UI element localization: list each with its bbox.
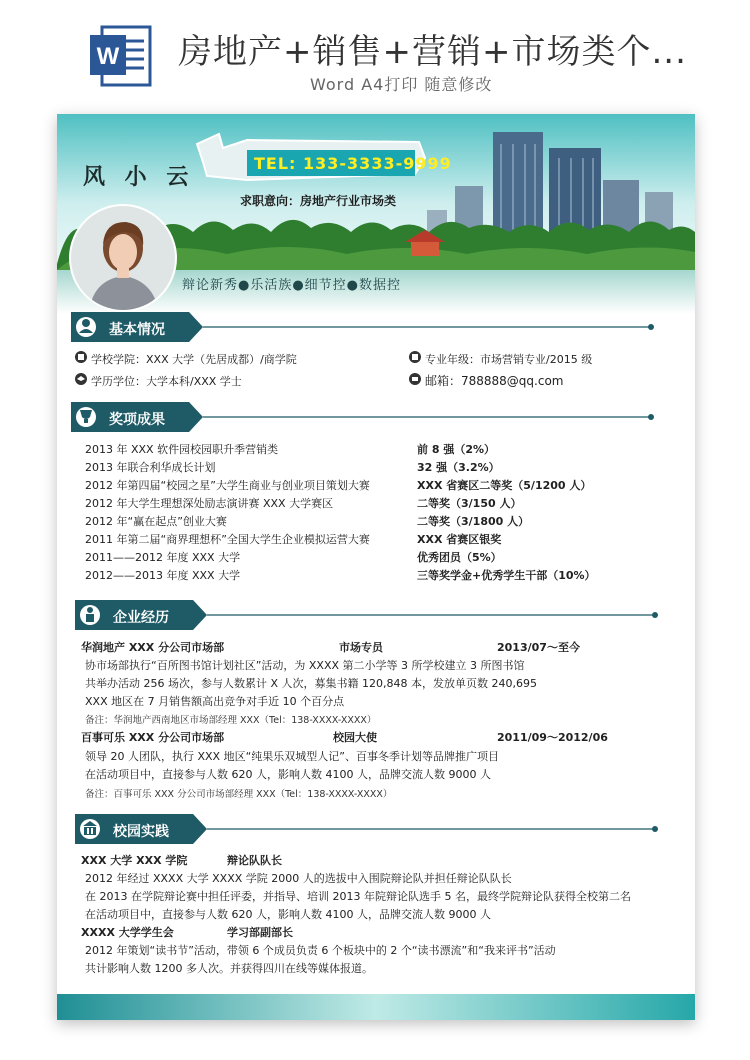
section-title-awards: 奖项成果	[109, 412, 165, 428]
job-line: 在活动项目中，直接参与人数 620 人，影响人数 4100 人，品牌交流人数 9000 人	[85, 768, 491, 781]
footer-bar	[57, 994, 695, 1020]
award-name: 2011 年第二届“商界理想杯”全国大学生企业模拟运营大赛	[85, 533, 370, 546]
award-result: 32 强（3.2%）	[417, 461, 500, 474]
personal-tags: 辩论新秀●乐活族●细节控●数据控	[182, 278, 402, 293]
basic-major: 专业年级：市场营销专业/2015 级	[425, 353, 593, 366]
campus-line: 在活动项目中，直接参与人数 620 人，影响人数 4100 人，品牌交流人数 9000 人	[85, 908, 491, 921]
document-title: 房地产+销售+营销+市场类个...	[178, 32, 687, 72]
job-line: 协市场部执行“百所图书馆计划社区”活动，为 XXXX 第二小学等 3 所学校建立 3 所图书馆	[85, 659, 525, 672]
campus-line: 共计影响人数 1200 多人次。并获得四川在线等媒体报道。	[85, 962, 373, 975]
campus-role: 辩论队队长	[227, 854, 282, 867]
resume-paper	[57, 114, 695, 1020]
job-company: 华润地产 XXX 分公司市场部	[81, 641, 225, 654]
job-note: 备注：百事可乐 XXX 分公司市场部经理 XXX（Tel：138-XXXX-XXXX）	[85, 789, 393, 800]
campus-role: 学习部副部长	[227, 926, 293, 939]
award-name: 2012 年“赢在起点”创业大赛	[85, 515, 227, 528]
job-role: 校园大使	[333, 731, 377, 744]
email-icon	[409, 373, 421, 385]
job-line: 共举办活动 256 场次，参与人数累计 X 人次，募集书籍 120,848 本，发放单页数 240,695	[85, 677, 537, 690]
award-name: 2012 年大学生理想深处励志演讲赛 XXX 大学赛区	[85, 497, 334, 510]
campus-line: 2012 年策划“读书节”活动，带领 6 个成员负责 6 个板块中的 2 个“读书漂流”和“我来评书”活动	[85, 944, 556, 957]
job-period: 2011/09～2012/06	[497, 731, 608, 744]
award-result: 优秀团员（5%）	[417, 551, 502, 564]
svg-text:W: W	[96, 43, 120, 70]
school-icon	[75, 351, 87, 363]
job-line: 领导 20 人团队，执行 XXX 地区“纯果乐双城型人记”、百事冬季计划等品牌推广项目	[85, 750, 499, 763]
phone-number: TEL: 133-3333-9999	[254, 154, 452, 173]
job-intent: 求职意向：房地产行业市场类	[240, 194, 397, 208]
award-result: 三等奖学金+优秀学生干部（10%）	[417, 569, 596, 582]
word-document-icon	[88, 23, 154, 89]
degree-icon	[75, 373, 87, 385]
award-result: XXX 省赛区二等奖（5/1200 人）	[417, 479, 592, 492]
job-line: XXX 地区在 7 月销售额高出竞争对手近 10 个百分点	[85, 695, 345, 708]
campus-org: XXXX 大学学生会	[81, 926, 174, 939]
section-title-campus: 校园实践	[113, 824, 169, 840]
award-result: 二等奖（3/1800 人）	[417, 515, 530, 528]
award-name: 2011——2012 年度 XXX 大学	[85, 551, 241, 564]
award-result: 前 8 强（2%）	[417, 443, 495, 456]
job-note: 备注：华润地产西南地区市场部经理 XXX（Tel：138-XXXX-XXXX）	[85, 715, 377, 726]
award-name: 2012——2013 年度 XXX 大学	[85, 569, 241, 582]
award-name: 2013 年联合利华成长计划	[85, 461, 216, 474]
section-title-work: 企业经历	[113, 610, 169, 626]
avatar-photo	[69, 204, 177, 312]
basic-email: 邮箱：788888@qq.com	[425, 374, 564, 388]
basic-degree: 学历学位：大学本科/XXX 学士	[91, 375, 242, 388]
job-company: 百事可乐 XXX 分公司市场部	[81, 731, 225, 744]
job-role: 市场专员	[339, 641, 383, 654]
job-period: 2013/07～至今	[497, 641, 580, 654]
award-result: 二等奖（3/150 人）	[417, 497, 522, 510]
section-title-basic: 基本情况	[109, 322, 165, 338]
applicant-name: 风 小 云	[83, 165, 195, 190]
award-result: XXX 省赛区银奖	[417, 533, 502, 546]
campus-line: 在 2013 在学院辩论赛中担任评委，并指导、培训 2013 年院辩论队选手 5 名，最终学院辩论队获得全校第二名	[85, 890, 631, 903]
award-name: 2012 年第四届“校园之星”大学生商业与创业项目策划大赛	[85, 479, 370, 492]
basic-school: 学校学院：XXX 大学（先居成都）/商学院	[91, 353, 297, 366]
campus-line: 2012 年经过 XXXX 大学 XXXX 学院 2000 人的选拔中入围院辩论队并担任辩论队队长	[85, 872, 512, 885]
document-subtitle: Word A4打印 随意修改	[310, 75, 493, 94]
campus-org: XXX 大学 XXX 学院	[81, 854, 188, 867]
major-icon	[409, 351, 421, 363]
award-name: 2013 年 XXX 软件园校园职升季营销类	[85, 443, 279, 456]
